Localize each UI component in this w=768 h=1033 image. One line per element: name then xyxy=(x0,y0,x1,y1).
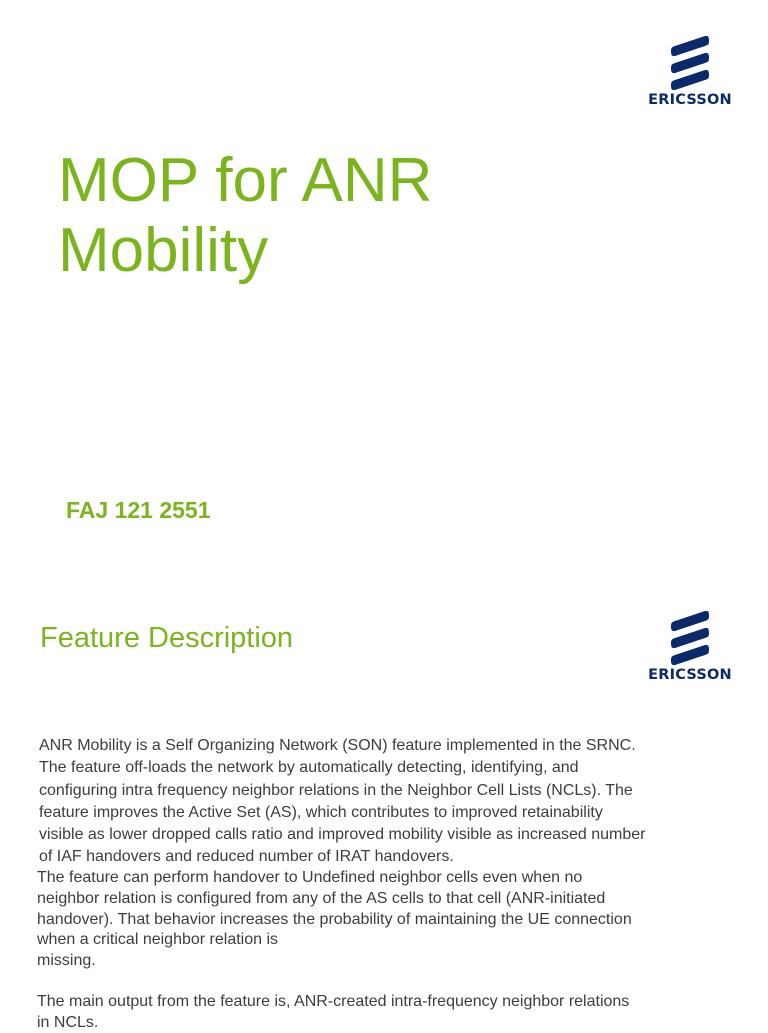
section-heading: Feature Description xyxy=(40,622,294,654)
paragraph-line: of IAF handovers and reduced number of IRAT handovers. xyxy=(39,848,454,866)
paragraph-3 xyxy=(37,991,737,1033)
paragraph-line: feature improves the Active Set (AS), which contributes to improved retainability xyxy=(39,803,603,821)
paragraph-1 xyxy=(39,735,739,869)
logo-wordmark: ERICSSON xyxy=(648,92,732,108)
ericsson-bars-icon xyxy=(669,611,711,665)
title-line-1: MOP for ANR xyxy=(58,146,433,215)
ericsson-logo-top xyxy=(645,36,735,108)
paragraph-line: when a critical neighbor relation is xyxy=(37,931,279,949)
paragraph-line: ANR Mobility is a Self Organizing Network (SON) feature implemented in the SRNC. xyxy=(39,737,636,754)
paragraph-line: The feature off-loads the network by automatically detecting, identifying, and xyxy=(39,759,579,777)
ericsson-bars-icon xyxy=(669,36,711,90)
paragraph-line: missing. xyxy=(37,952,96,970)
paragraph-2 xyxy=(37,868,737,972)
paragraph-line: in NCLs. xyxy=(37,1014,99,1031)
paragraph-line: visible as lower dropped calls ratio and improved mobility visible as increased number xyxy=(39,826,646,844)
document-code: FAJ 121 2551 xyxy=(66,497,211,523)
paragraph-line: handover). That behavior increases the probability of maintaining the UE connection xyxy=(37,910,632,928)
paragraph-line: The main output from the feature is, ANR-created intra-frequency neighbor relations xyxy=(37,993,630,1010)
paragraph-line: The feature can perform handover to Undefined neighbor cells even when no xyxy=(37,869,583,886)
title-line-2: Mobility xyxy=(58,216,269,285)
page-title xyxy=(58,146,578,286)
ericsson-logo-section xyxy=(645,611,735,683)
paragraph-line: configuring intra frequency neighbor relations in the Neighbor Cell Lists (NCLs). The xyxy=(39,781,633,799)
paragraph-line: neighbor relation is configured from any of the AS cells to that cell (ANR-initiated xyxy=(37,889,606,907)
logo-wordmark: ERICSSON xyxy=(648,667,732,683)
